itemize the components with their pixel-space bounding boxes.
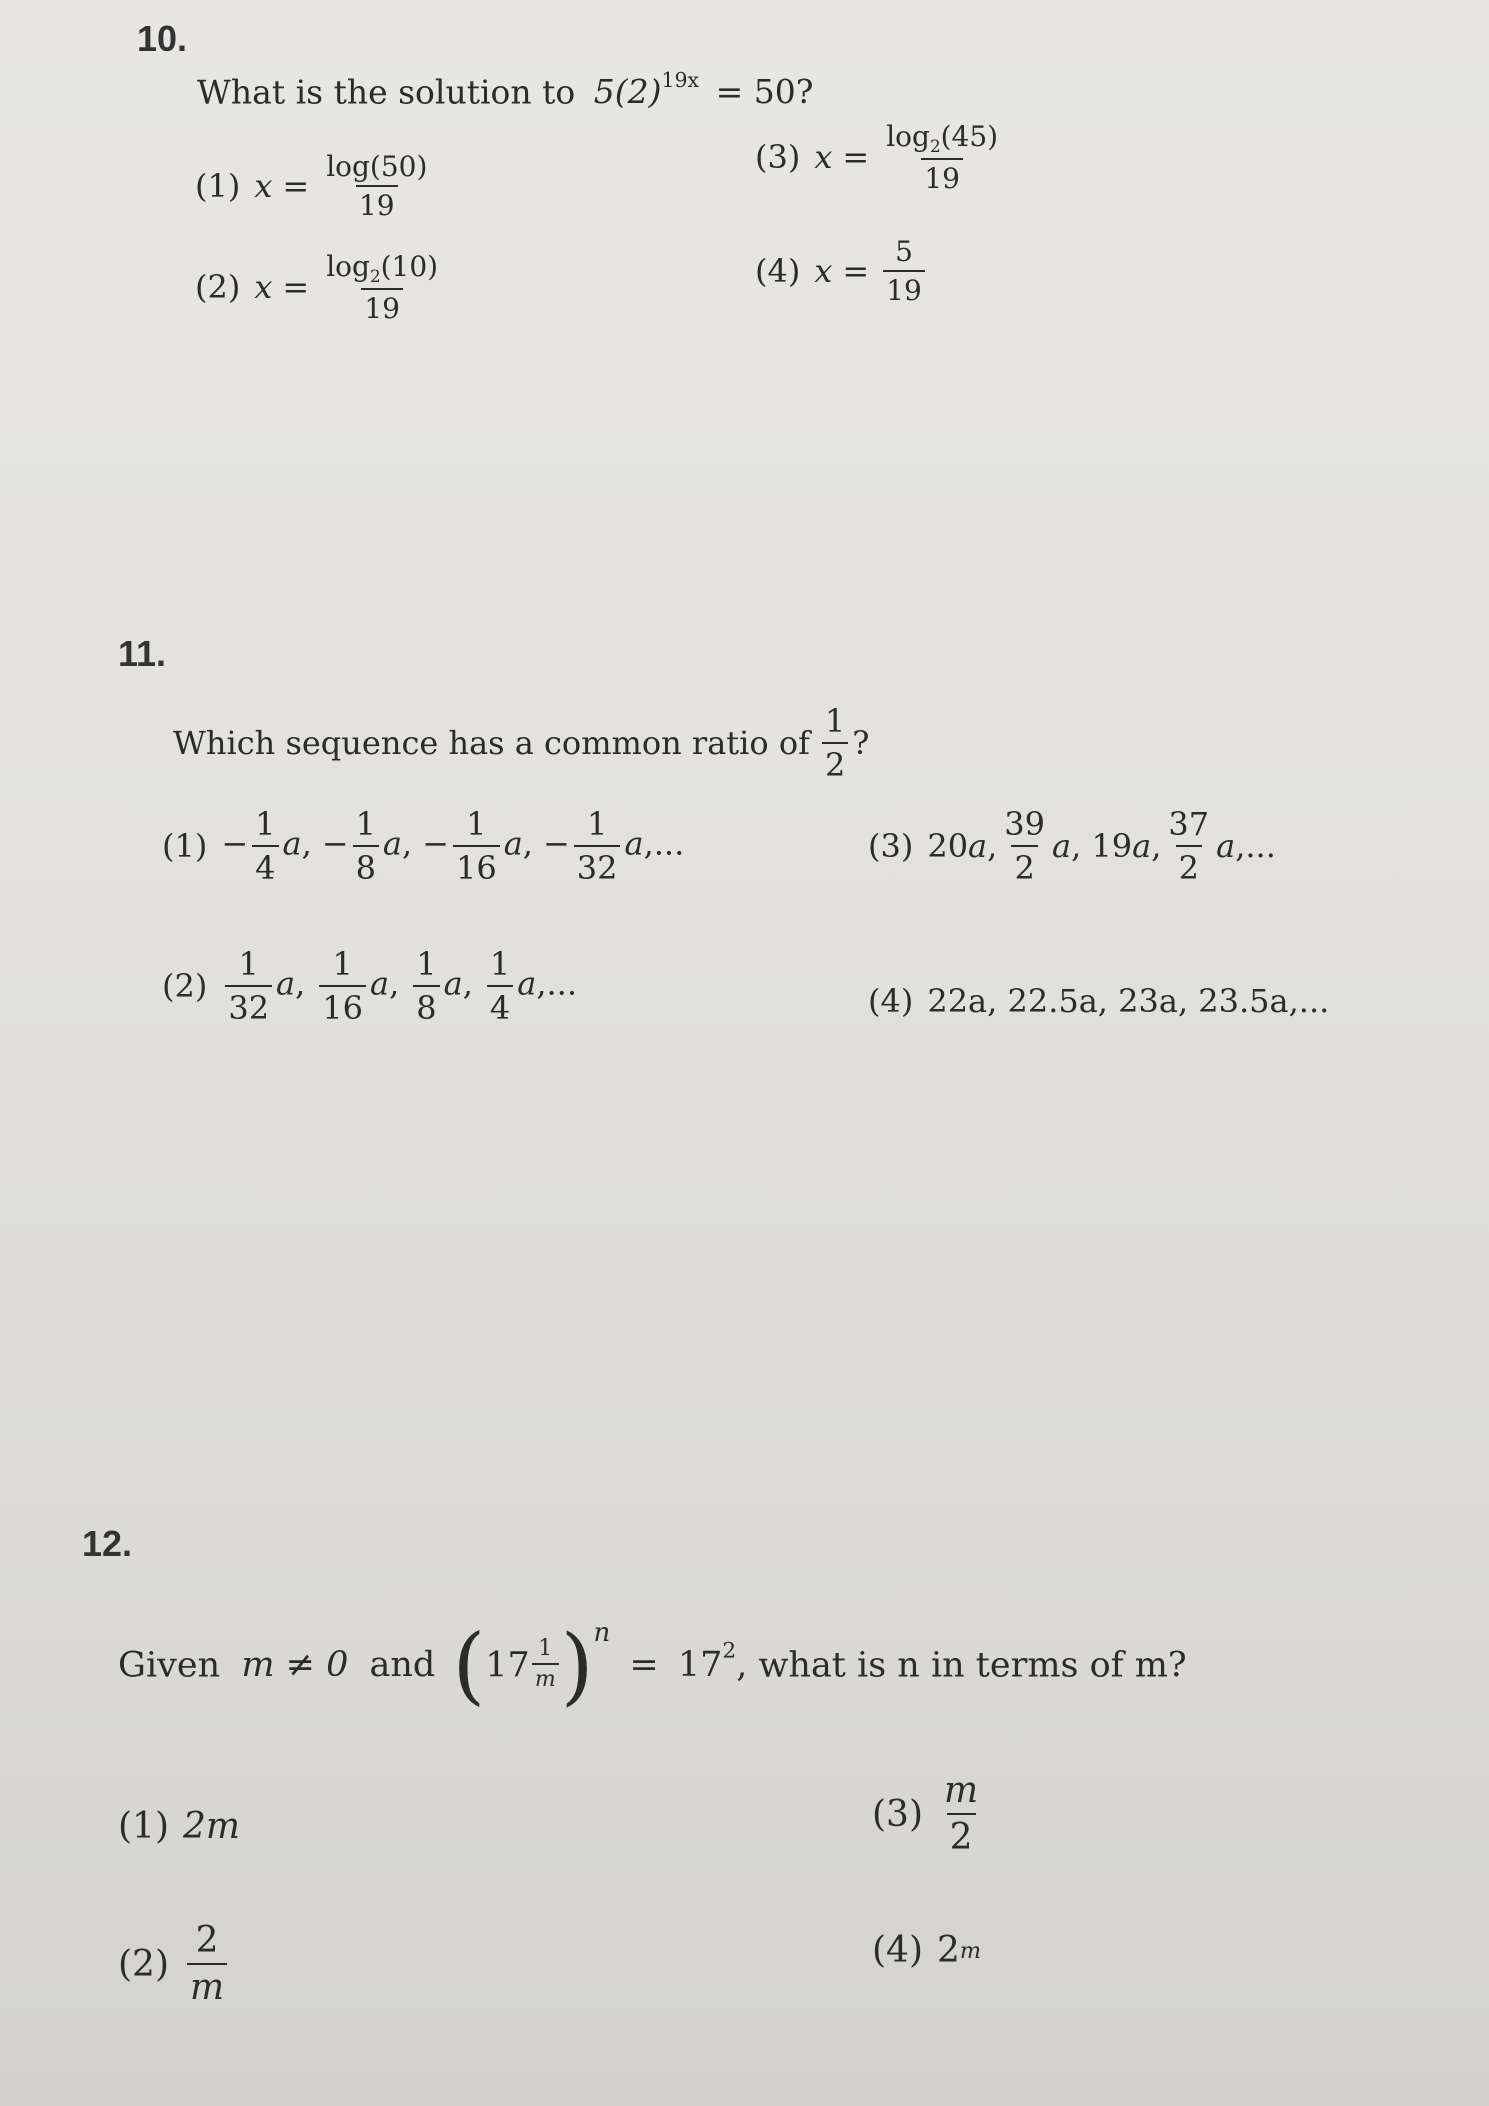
sequence-term: − $\frac{1}{8}$ a,: [321, 805, 413, 887]
sequence-text: 22a, 22.5a, 23a, 23.5a,...: [927, 982, 1330, 1020]
question-stem: Given m ≠ 0 and (17 $\frac{1}{m}$ )$^n = 17^2$, what is n in terms of m?: [118, 1616, 1187, 1715]
sequence-term: − $\frac{1}{4}$ a,: [221, 805, 312, 887]
answer-choice[interactable]: [195, 150, 434, 222]
choice-label: (4): [868, 982, 914, 1020]
answer-choice[interactable]: [755, 235, 929, 307]
stem-exponent: 19x: [661, 68, 700, 92]
sequence-term: − $\frac{1}{32}$ a,...: [542, 805, 685, 887]
equals-sign: =: [842, 252, 870, 290]
answer-choice[interactable]: [195, 250, 445, 325]
numerator: $\log_2(45)$: [886, 120, 999, 156]
answer-choice[interactable]: [162, 805, 684, 887]
denominator: 19: [883, 270, 925, 307]
fraction: [883, 235, 925, 307]
choice-label: (2): [195, 268, 241, 307]
stem-rhs: = 50?: [715, 72, 814, 112]
variable: x: [254, 268, 273, 307]
answer-choice[interactable]: (2) $\frac{2}{m}$: [118, 1920, 231, 2008]
sequence-term: $\frac{1}{4}$ a,...: [483, 945, 577, 1027]
choice-label: (3): [868, 827, 914, 865]
answer-choice[interactable]: [162, 945, 577, 1027]
choice-label: (2): [162, 967, 208, 1005]
answer-choice[interactable]: (1) 2m: [118, 1806, 241, 1847]
answer-choice[interactable]: [868, 982, 1329, 1020]
choice-label: (4): [872, 1930, 923, 1971]
question-number: 10.: [137, 18, 188, 59]
stem-text: Which sequence has a common ratio of: [173, 724, 810, 762]
choice-label: (4): [755, 252, 801, 290]
answer-choice[interactable]: (3) 20 a , $\frac{39}{2}$ a , 19 a , $\frac{37}{2}$ a ,...: [868, 805, 1276, 887]
numerator: $\log_2(10)$: [326, 250, 439, 286]
choice-label: (1): [162, 827, 208, 865]
fraction: [323, 150, 430, 222]
equals-sign: =: [282, 268, 310, 307]
stem-text: What is the solution to: [197, 72, 576, 112]
choice-label: (3): [755, 138, 801, 177]
numerator: log(50): [326, 150, 428, 183]
equals-sign: =: [842, 138, 870, 177]
question-number: 11.: [118, 633, 167, 674]
fraction: [323, 250, 441, 325]
stem-lhs: 5(2): [593, 72, 662, 112]
sequence-term: $\frac{1}{16}$ a,: [315, 945, 399, 1027]
variable: x: [254, 167, 273, 205]
choice-label: (3): [872, 1793, 923, 1835]
denominator: 19: [921, 158, 963, 195]
sequence-term: − $\frac{1}{16}$ a,: [422, 805, 533, 887]
variable: x: [814, 138, 833, 177]
question-stem: Which sequence has a common ratio of $\frac{1}{2}$ ?: [173, 702, 870, 784]
equals-sign: =: [282, 167, 310, 205]
question-stem: [197, 68, 813, 111]
question-number: 12.: [82, 1523, 133, 1564]
variable: x: [814, 252, 833, 290]
choice-label: (1): [195, 167, 241, 205]
ratio-fraction: $\frac{1}{2}$: [822, 702, 848, 784]
fraction: [883, 120, 1001, 195]
sequence-term: $\frac{1}{32}$ a,: [221, 945, 305, 1027]
answer-choice[interactable]: [755, 120, 1005, 195]
choice-label: (1): [118, 1806, 169, 1847]
answer-choice[interactable]: (3) $\frac{m}{2}$: [872, 1770, 979, 1858]
denominator: 19: [356, 185, 398, 222]
numerator: 5: [895, 235, 913, 268]
denominator: 19: [361, 288, 403, 325]
answer-choice[interactable]: (4) 2 m: [872, 1930, 982, 1971]
choice-label: (2): [118, 1943, 169, 1985]
sequence-term: $\frac{1}{8}$ a,: [409, 945, 473, 1027]
